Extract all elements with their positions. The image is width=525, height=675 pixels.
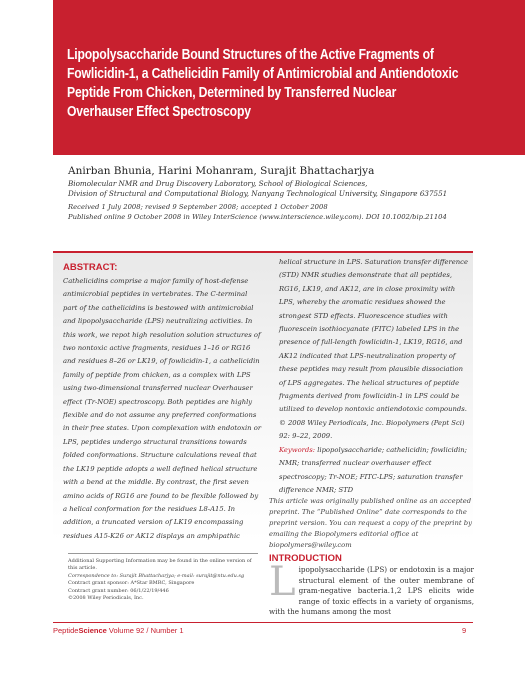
introduction-body: [269, 559, 474, 618]
footnote-grant-sponsor: Contract grant sponsor: A*Star BMRC, Singapore: [68, 580, 195, 587]
footnote-correspondence: Correspondence to: Surajit Bhattacharjya; e-mail: surajit@ntu.edu.sg: [68, 572, 245, 579]
keywords-text: lipopolysaccharide; cathelicidin; fowlicidin; NMR; transferred nuclear overhauser effect spectroscopy; Tr-NOE; FITC-LPS; saturation transfer difference NMR; STD: [279, 445, 467, 494]
dropcap: L: [269, 559, 296, 605]
page-number: 9: [462, 626, 467, 635]
keywords: [279, 444, 469, 498]
introduction-text: ipopolysaccharide (LPS) or endotoxin is a major structural element of the outer membrane of gram-negative bacteria.1,2 LPS elicits wide range of toxic effects in a variety of organisms, with the humans among the most: [269, 565, 474, 617]
journal-name-part-1: Peptide: [53, 626, 79, 635]
abstract-column-1: [63, 262, 263, 543]
introduction-heading: INTRODUCTION: [269, 553, 342, 564]
authors: Anirban Bhunia, Harini Mohanram, Surajit Bhattacharjya: [68, 165, 375, 177]
journal-name-part-2: Science: [78, 626, 107, 635]
received-dates: Received 1 July 2008; revised 9 September 2008; accepted 1 October 2008: [68, 203, 328, 211]
affiliation-line-1: Biomolecular NMR and Drug Discovery Laboratory, School of Biological Sciences,: [68, 179, 368, 188]
keywords-label: Keywords:: [279, 445, 316, 454]
history: [68, 202, 447, 222]
journal-footer: [53, 626, 184, 635]
abstract-column-2: [279, 256, 469, 497]
article-title: Lipopolysaccharide Bound Structures of the Active Fragments of Fowlicidin-1, a Cathelicidin Family of Antimicrobial and Antiendotoxic Peptide From Chicken, Determined by Transferred Nuclear Overhauser Effect Spectroscopy: [67, 47, 459, 120]
abstract-heading: ABSTRACT:: [63, 262, 118, 273]
abstract-text-2: helical structure in LPS. Saturation transfer difference (STD) NMR studies demonstrate that all peptides, RG16, LK19, and AK12, are in close proximity with LPS, whereby the aromatic residues showed the strongest STD effects. Fluorescence studies with fluorescein isothiocyanate (FITC) labeled LPS in the presence of full-length fowlicidin-1, LK19, RG16, and AK12 indicated that LPS-neutralization property of these peptides may result from plausible dissociation of LPS aggregates. The helical structures of peptide fragments derived from fowlicidin-1 in LPS could be utilized to develop nontoxic antiendotoxic compounds. © 2008 Wiley Periodicals, Inc. Biopolymers (Pept Sci) 92: 9–22, 2009.: [279, 258, 469, 441]
affiliation-line-2: Division of Structural and Computational Biology, Nanyang Technological University, Singapore 637551: [68, 189, 448, 198]
published-online: Published online 9 October 2008 in Wiley InterScience (www.interscience.wiley.com). DOI 10.1002/bip.21104: [68, 213, 447, 221]
footnotes: [68, 553, 258, 602]
abstract-text-1: Cathelicidins comprise a major family of host-defense antimicrobial peptides in vertebrates. The C-terminal part of the cathelicidins is bestowed with antimicrobial and lipopolysaccharide (LPS) neutralizing activities. In this work, we repot high resolution solution structures of two nontoxic active fragments, residues 1–16 or RG16 and residues 8–26 or LK19, of fowlicidin-1, a cathelicidin family of peptide from chicken, as a complex with LPS using two-dimensional transferred nuclear Overhauser effect (Tr-NOE) spectroscopy. Both peptides are highly flexible and do not assume any preferred conformations in their free states. Upon complexation with endotoxin or LPS, peptides undergo structural transitions towards folded conformations. Structure calculations reveal that the LK19 peptide adopts a well defined helical structure with a bend at the middle. By contrast, the first seven amino acids of RG16 are found to be flexible followed by a helical conformation for the residues L8-A15. In addition, a truncated version of LK19 encompassing residues A15-K26 or AK12 displays an amphipathic: [63, 277, 262, 540]
volume-issue: Volume 92 / Number 1: [106, 626, 184, 635]
footer-rule: [53, 622, 473, 623]
footnote-supporting: Additional Supporting Information may be found in the online version of this article.: [68, 558, 252, 572]
footnote-copyright: ©2008 Wiley Periodicals, Inc.: [68, 595, 144, 602]
footnote-grant-number: Contract grant number: 06/1/22/19/446: [68, 587, 169, 594]
preprint-notice: This article was originally published online as an accepted preprint. The “Published Online” date corresponds to the preprint version. You can request a copy of the preprint by emailing the Biopolymers editorial office at biopolymers@wiley.com: [269, 497, 472, 549]
affiliation: [68, 179, 447, 199]
